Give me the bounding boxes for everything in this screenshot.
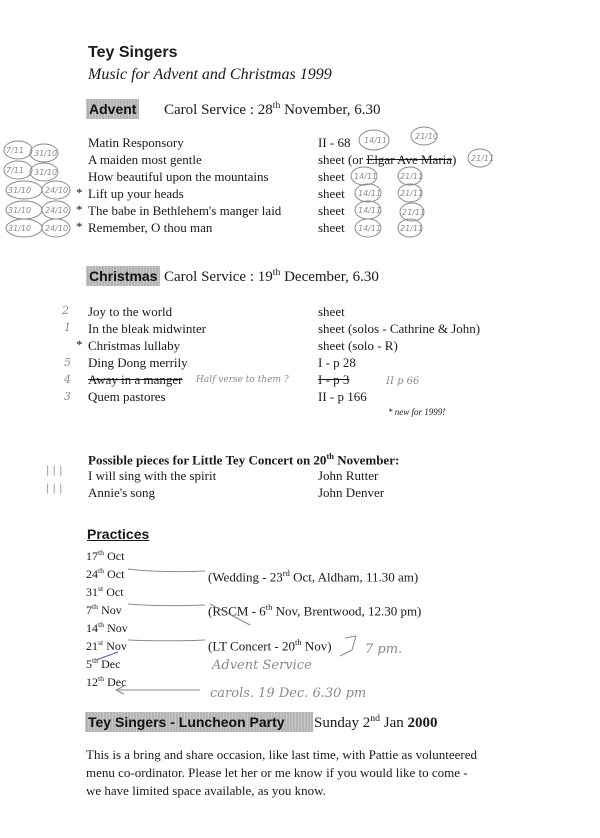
practice-pencil-note: carols. 19 Dec. 6.30 pm (210, 686, 367, 701)
luncheon-paragraph-line: we have limited space available, as you know. (86, 783, 326, 798)
margin-circle (398, 167, 422, 185)
document-title: Tey Singers (88, 44, 178, 61)
margin-note: 24/10 (45, 206, 69, 215)
margin-number: 4 (64, 373, 71, 386)
new-marker: * (76, 219, 83, 234)
margin-circle (468, 149, 495, 167)
margin-note: 31/10 (34, 168, 58, 177)
margin-circle (30, 144, 58, 162)
practice-connector (128, 604, 205, 606)
service-time-text: November, 6.30 (280, 102, 381, 118)
margin-note: 24/10 (45, 186, 69, 195)
christmas-service-line (164, 267, 379, 286)
advent-item: How beautiful upon the mountains (88, 169, 269, 184)
practice-pencil-note: Advent Service (212, 658, 312, 673)
practice-date: 24th Oct (86, 566, 125, 581)
margin-note: 21/11 (400, 224, 424, 233)
margin-note: 24/10 (45, 224, 69, 233)
manger-pencil-note: Half verse to them ? (196, 375, 289, 385)
margin-circle (355, 201, 381, 219)
bracket-mark (340, 636, 356, 656)
little-tey-item: Annie's song (88, 485, 155, 500)
advent-item-source: sheet (318, 203, 345, 218)
margin-note: 31/10 (34, 149, 58, 158)
christmas-item-source: I - p 28 (318, 355, 356, 370)
margin-circle (411, 127, 437, 145)
new-marker: * (76, 185, 83, 200)
margin-note: 14/11 (364, 136, 388, 145)
christmas-item: Away in a manger (88, 372, 183, 387)
christmas-item-source: sheet (solos - Cathrine & John) (318, 321, 481, 336)
margin-note: 31/10 (8, 186, 32, 195)
margin-circle (4, 141, 32, 159)
little-tey-heading-text: Possible pieces for Little Tey Concert on 20 (88, 452, 327, 468)
little-tey-heading-suffix: November: (333, 452, 400, 468)
margin-circle (400, 203, 424, 221)
christmas-item: Joy to the world (88, 304, 173, 319)
service-date-sup: th (272, 267, 281, 278)
tally-marks: | | | (46, 483, 63, 494)
practice-note: (Wedding - 23rd Oct, Aldham, 11.30 am) (208, 568, 419, 585)
practice-date: 14th Nov (86, 620, 128, 635)
margin-circle (42, 219, 70, 237)
luncheon-date: Sunday 2nd Jan 2000 (314, 713, 438, 731)
margin-note: 14/11 (358, 224, 382, 233)
advent-item-source: sheet (318, 169, 345, 184)
luncheon-tag: Tey Singers - Luncheon Party (85, 712, 313, 732)
christmas-item: Quem pastores (88, 389, 166, 404)
advent-section-tag: Advent (86, 99, 139, 119)
service-date-text: Carol Service : 28 (164, 102, 273, 118)
margin-circle (4, 161, 32, 179)
christmas-item: In the bleak midwinter (88, 321, 207, 336)
practice-pencil-note: 7 pm. (365, 642, 403, 657)
tally-marks: | | | (46, 465, 63, 476)
advent-item-source: II - 68 (318, 135, 351, 150)
margin-note: 21/11 (471, 154, 495, 163)
little-tey-composer: John Denver (318, 485, 385, 500)
new-marker: * (76, 337, 83, 352)
margin-note: 14/11 (354, 172, 378, 181)
new-marker: * (76, 202, 83, 217)
advent-item-source: sheet (or Elgar Ave Maria) (318, 152, 457, 167)
christmas-item: Christmas lullaby (88, 338, 181, 353)
margin-number: 2 (62, 304, 69, 317)
margin-circle (6, 181, 42, 199)
practice-date: 12th Dec (86, 674, 127, 689)
practices-heading: Practices (87, 526, 150, 542)
advent-item: Lift up your heads (88, 186, 184, 201)
christmas-item-source: sheet (solo - R) (318, 338, 398, 353)
new-for-1999-footnote: * new for 1999! (388, 407, 446, 417)
margin-note: 31/10 (8, 224, 32, 233)
christmas-item-source: I - p 3 (318, 372, 350, 387)
margin-number: 3 (64, 390, 71, 403)
practice-date: 17th Oct (86, 548, 125, 563)
document-subtitle: Music for Advent and Christmas 1999 (88, 66, 332, 83)
margin-number: 1 (64, 321, 71, 334)
practice-connector (128, 569, 205, 572)
advent-service-line (164, 100, 381, 119)
luncheon-paragraph-line: This is a bring and share occasion, like last time, with Pattie as volunteered (86, 747, 477, 762)
margin-circle (6, 201, 42, 219)
practice-date: 5th Dec (86, 656, 121, 671)
little-tey-heading (88, 451, 399, 468)
margin-circle (355, 219, 381, 237)
christmas-item: Ding Dong merrily (88, 355, 188, 370)
margin-note: 7/11 (6, 166, 24, 175)
little-tey-item: I will sing with the spirit (88, 468, 217, 483)
little-tey-heading-sup: th (326, 451, 334, 461)
practice-note: (LT Concert - 20th Nov) (208, 637, 332, 654)
christmas-section-tag: Christmas (86, 266, 160, 286)
practice-date: 21st Nov (86, 638, 127, 653)
margin-note: 21/11 (400, 189, 424, 198)
practice-connector (128, 640, 205, 641)
margin-circle (398, 184, 422, 202)
christmas-item-source: sheet (318, 304, 345, 319)
practice-date: 7th Nov (86, 602, 122, 617)
practice-note: (RSCM - 6th Nov, Brentwood, 12.30 pm) (208, 602, 422, 619)
advent-item: Matin Responsory (88, 135, 184, 150)
margin-circle (359, 130, 389, 150)
margin-circle (42, 201, 70, 219)
margin-note: 14/11 (358, 206, 382, 215)
advent-item: The babe in Bethlehem's manger laid (88, 203, 282, 218)
christmas-item-source: II - p 166 (318, 389, 367, 404)
advent-item-source: sheet (318, 220, 345, 235)
margin-note: 21/10 (415, 132, 439, 141)
service-date-sup: th (272, 100, 281, 111)
practice-date: 31st Oct (86, 584, 124, 599)
margin-circle (398, 219, 422, 237)
margin-note: 7/11 (6, 146, 24, 155)
margin-note: 21/11 (400, 172, 424, 181)
margin-note: 31/10 (8, 206, 32, 215)
margin-circle (6, 219, 42, 237)
margin-number: 5 (64, 356, 71, 369)
little-tey-composer: John Rutter (318, 468, 379, 483)
advent-item: A maiden most gentle (88, 152, 202, 167)
manger-pencil-page: II p 66 (386, 376, 420, 387)
margin-note: 14/11 (358, 189, 382, 198)
margin-circle (351, 167, 377, 185)
margin-circle (42, 181, 70, 199)
margin-note: 21/11 (402, 208, 426, 217)
advent-item-source: sheet (318, 186, 345, 201)
margin-circle (355, 184, 381, 202)
service-time-text: December, 6.30 (280, 269, 379, 285)
margin-circle (30, 163, 58, 181)
advent-item: Remember, O thou man (88, 220, 213, 235)
service-date-text: Carol Service : 19 (164, 269, 273, 285)
luncheon-paragraph-line: menu co-ordinator. Please let her or me know if you would like to come - (86, 765, 468, 780)
